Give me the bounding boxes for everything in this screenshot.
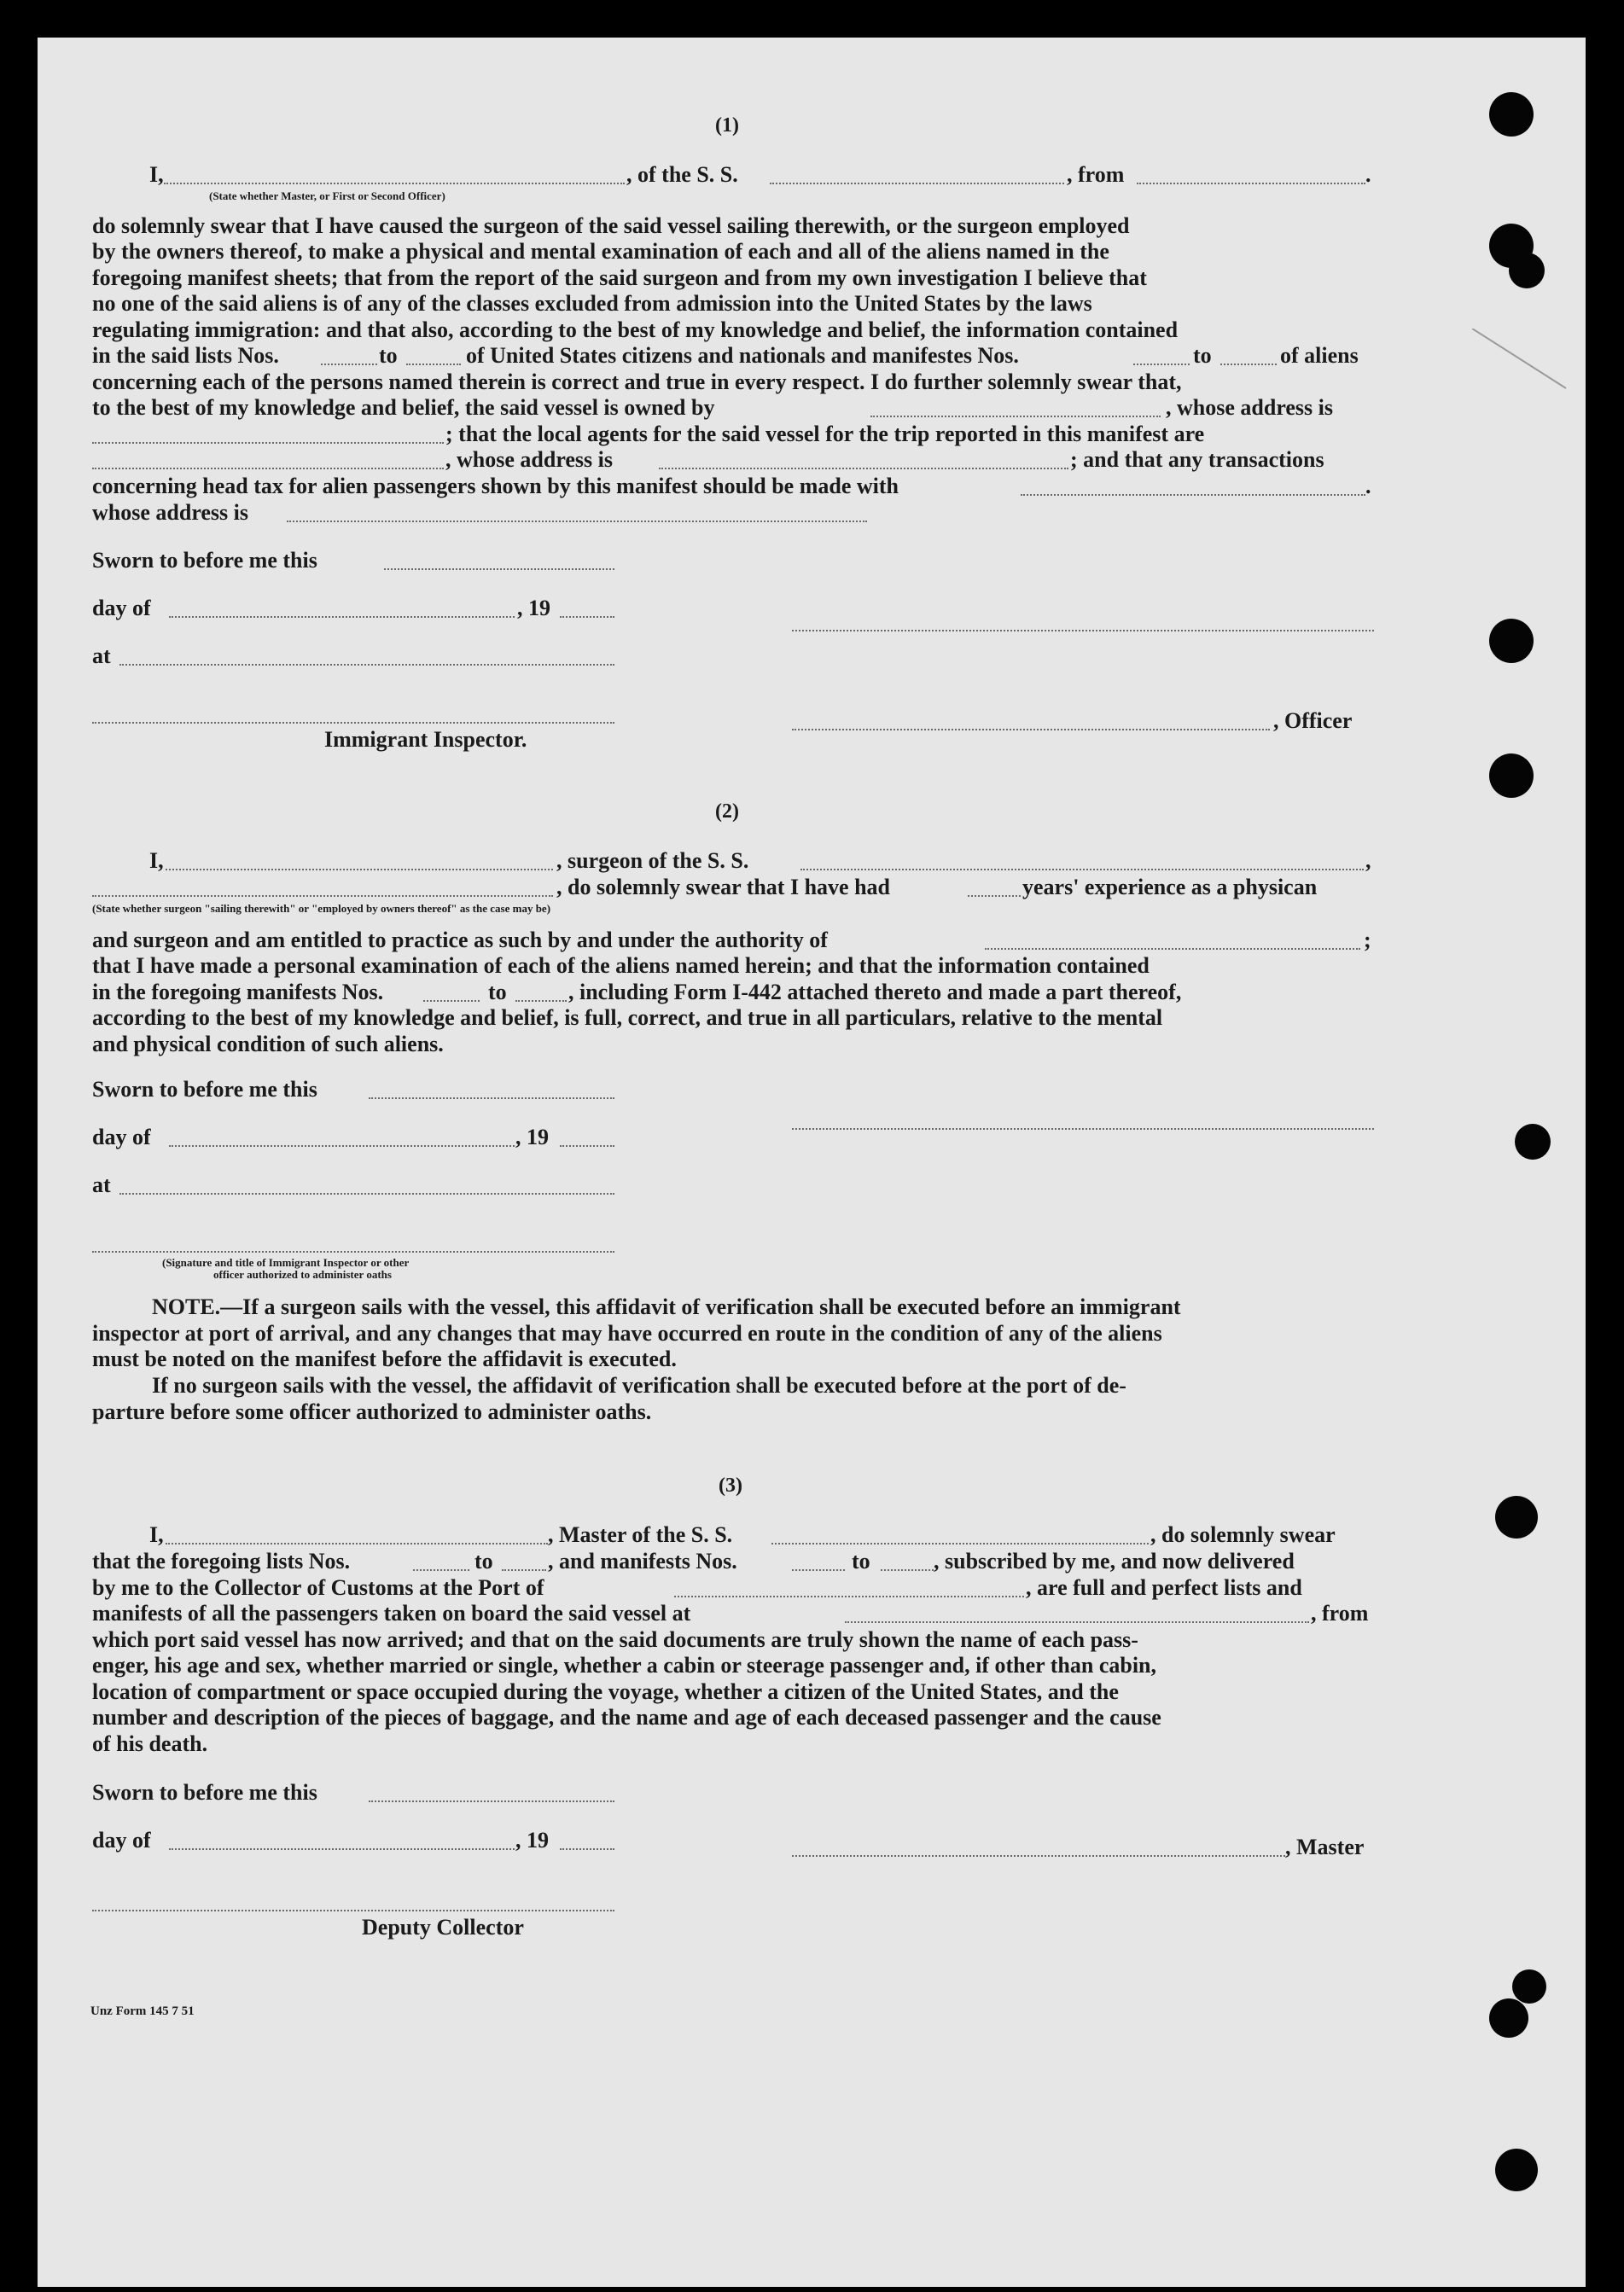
oath-line: , subscribed by me, and now delivered [934, 1549, 1295, 1574]
label-of-ss: , of the S. S. [626, 162, 738, 187]
agents-address-field[interactable] [659, 468, 1068, 469]
day-of-label: day of [92, 596, 151, 620]
surgeon-signature-line[interactable] [792, 1128, 1374, 1130]
oath-line: , and manifests Nos. [548, 1549, 737, 1574]
oath-line: years' experience as a physican [1022, 875, 1318, 899]
label-to: to [379, 343, 398, 368]
label-master-of: , Master of the S. S. [548, 1522, 733, 1547]
owner-field[interactable] [870, 416, 1161, 417]
surgeon-capacity-field[interactable] [92, 895, 553, 897]
oath-line: to the best of my knowledge and belief, the said vessel is owned by [92, 395, 715, 420]
oath-line: number and description of the pieces of baggage, and the name and age of each deceased passenger and the cause [92, 1705, 1161, 1730]
agents-field[interactable] [92, 468, 444, 469]
lists-to-field[interactable] [502, 1569, 546, 1571]
sworn-label: Sworn to before me this [92, 548, 317, 573]
oath-line: and surgeon and am entitled to practice as such by and under the authority of [92, 928, 828, 952]
from-port-field[interactable] [1137, 183, 1365, 184]
oath-line: foregoing manifest sheets; that from the report of the said surgeon and from my own investigation I believe that [92, 265, 1147, 290]
surgeon-vessel-field[interactable] [800, 869, 1364, 870]
master-label: , Master [1285, 1835, 1365, 1859]
master-name-field[interactable] [166, 1543, 548, 1544]
period: . [1365, 162, 1371, 187]
sworn-date-field[interactable] [369, 1097, 614, 1099]
master-vessel-field[interactable] [771, 1543, 1149, 1544]
oath-line: concerning head tax for alien passengers shown by this manifest should be made with [92, 474, 899, 498]
year-field[interactable] [560, 616, 614, 618]
oath-line: which port said vessel has now arrived; and that on the said documents are truly shown the name of each pass- [92, 1627, 1138, 1652]
oath-line: regulating immigration: and that also, according to the best of my knowledge and belief, the information contained [92, 317, 1179, 342]
section-3-heading: (3) [719, 1475, 742, 1497]
oath-line: of United States citizens and nationals and manifestes Nos. [466, 343, 1019, 368]
owner-address-field[interactable] [92, 442, 444, 444]
oath-line: , do solemnly swear that I have had [556, 875, 891, 899]
day-of-field[interactable] [169, 1848, 515, 1850]
surgeon-manifest-to-field[interactable] [515, 1000, 567, 1002]
label-to: to [488, 980, 507, 1004]
lists-to-field[interactable] [406, 364, 461, 365]
signature-note: (Signature and title of Immigrant Inspector or other [162, 1256, 410, 1269]
section-1-heading: (1) [715, 114, 739, 137]
oath-line: ; that the local agents for the said vessel for the trip reported in this manifest are [445, 422, 1205, 446]
inspector-signature-line[interactable] [92, 722, 614, 724]
year-label: , 19 [517, 596, 550, 620]
day-of-field[interactable] [169, 616, 515, 618]
officer-signature-line-2[interactable] [792, 729, 1270, 730]
label-i: I, [149, 1522, 164, 1547]
label-of-aliens: of aliens [1280, 343, 1359, 368]
capacity-note: (State whether surgeon "sailing therewith" or "employed by owners thereof" as the case may be) [92, 902, 551, 915]
punch-hole [1489, 753, 1534, 798]
semicolon: ; [1364, 928, 1371, 952]
oath-line: according to the best of my knowledge and belief, is full, correct, and true in all particulars, relative to the mental [92, 1005, 1163, 1030]
punch-hole [1495, 1496, 1538, 1539]
inspector-label: Immigrant Inspector. [324, 727, 527, 752]
vessel-name-field[interactable] [770, 183, 1064, 184]
authority-field[interactable] [985, 948, 1360, 950]
note-line: inspector at port of arrival, and any changes that may have occurred en route in the condition of any of the aliens [92, 1321, 1162, 1346]
label-surgeon-of: , surgeon of the S. S. [556, 848, 749, 873]
comma: , [1365, 848, 1371, 873]
period: . [1365, 474, 1371, 498]
section-2-heading: (2) [715, 800, 739, 823]
sworn-date-field[interactable] [384, 568, 614, 570]
day-of-label: day of [92, 1125, 151, 1149]
at-field[interactable] [119, 1193, 614, 1195]
year-label: , 19 [515, 1828, 549, 1853]
at-label: at [92, 643, 111, 668]
label-i: I, [149, 848, 164, 873]
oath-line: concerning each of the persons named therein is correct and true in every respect. I do further solemnly swear that, [92, 369, 1182, 394]
manifests-from-field[interactable] [792, 1569, 845, 1571]
label-to: to [474, 1549, 493, 1574]
oath-line: that the foregoing lists Nos. [92, 1549, 351, 1574]
year-label: , 19 [515, 1125, 549, 1149]
deputy-collector-label: Deputy Collector [362, 1915, 524, 1940]
punch-hole [1515, 1124, 1551, 1160]
punch-hole [1489, 619, 1534, 663]
officer-signature-line-1[interactable] [792, 630, 1374, 631]
year-field[interactable] [560, 1848, 614, 1850]
oath-line: whose address is [92, 500, 249, 525]
oath-line: in the said lists Nos. [92, 343, 279, 368]
scan-mark [1472, 329, 1575, 397]
oath-line: in the foregoing manifests Nos. [92, 980, 384, 1004]
oath-line: , are full and perfect lists and [1026, 1575, 1302, 1600]
label-to: to [852, 1549, 870, 1574]
years-experience-field[interactable] [968, 895, 1021, 897]
label-to: to [1193, 343, 1212, 368]
head-tax-contact-field[interactable] [1021, 494, 1365, 496]
punch-hole [1509, 253, 1545, 288]
sworn-date-field[interactable] [369, 1800, 614, 1802]
sworn-label: Sworn to before me this [92, 1780, 317, 1805]
at-field[interactable] [119, 664, 614, 666]
master-signature-line[interactable] [792, 1855, 1285, 1857]
punch-hole [1495, 2149, 1538, 2191]
oath-line: and physical condition of such aliens. [92, 1032, 444, 1056]
day-of-label: day of [92, 1828, 151, 1853]
oath-line: , including Form I-442 attached thereto and made a part thereof, [568, 980, 1182, 1004]
oath-line: of his death. [92, 1731, 208, 1756]
note-line: If no surgeon sails with the vessel, the affidavit of verification shall be executed before at the port of de- [152, 1373, 1126, 1398]
oath-line: manifests of all the passengers taken on board the said vessel at [92, 1601, 691, 1626]
signature-note: officer authorized to administer oaths [213, 1268, 392, 1281]
day-of-field[interactable] [169, 1145, 515, 1147]
master-name-field[interactable] [164, 183, 625, 184]
note-line: NOTE.—If a surgeon sails with the vessel, this affidavit of verification shall be executed before an immigrant [152, 1294, 1181, 1319]
year-field[interactable] [560, 1145, 614, 1147]
form-id: Unz Form 145 7 51 [90, 2004, 195, 2018]
label-from: , from [1067, 162, 1125, 187]
punch-hole [1489, 1998, 1528, 2038]
manifests-to-field[interactable] [1220, 364, 1277, 365]
oath-line: no one of the said aliens is of any of the classes excluded from admission into the United States by the laws [92, 291, 1092, 316]
punch-hole [1512, 1969, 1546, 2004]
surgeon-name-field[interactable] [166, 869, 553, 870]
manifests-from-field[interactable] [1133, 364, 1190, 365]
officer-label: , Officer [1273, 708, 1353, 733]
label-whose-address: , whose address is [1166, 395, 1334, 420]
oath-line: by the owners thereof, to make a physical and mental examination of each and all of the aliens named in the [92, 239, 1109, 264]
oath-line: by me to the Collector of Customs at the Port of [92, 1575, 544, 1600]
manifests-to-field[interactable] [881, 1569, 934, 1571]
oath-line: , do solemnly swear [1150, 1522, 1336, 1547]
oath-line: location of compartment or space occupied during the voyage, whether a citizen of the United States, and the [92, 1679, 1119, 1704]
punch-hole [1489, 92, 1534, 137]
label-whose-address: , whose address is [445, 447, 614, 472]
lists-from-field[interactable] [321, 364, 377, 365]
port-field[interactable] [674, 1596, 1024, 1597]
oath-line: ; and that any transactions [1070, 447, 1324, 472]
note-line: parture before some officer authorized to administer oaths. [92, 1399, 652, 1424]
lists-from-field[interactable] [413, 1569, 469, 1571]
oath-line: , from [1311, 1601, 1369, 1626]
oath-line: do solemnly swear that I have caused the surgeon of the said vessel sailing therewith, or the surgeon employed [92, 213, 1130, 238]
oath-line: enger, his age and sex, whether married or single, whether a cabin or steerage passenger and, if other than cabin, [92, 1653, 1157, 1678]
deputy-collector-signature-line[interactable] [92, 1910, 614, 1911]
authorized-officer-signature-line[interactable] [92, 1251, 614, 1253]
role-note: (State whether Master, or First or Second Officer) [209, 189, 445, 202]
label-i: I, [149, 162, 164, 187]
embarkation-port-field[interactable] [845, 1621, 1309, 1623]
at-label: at [92, 1172, 111, 1197]
sworn-label: Sworn to before me this [92, 1077, 317, 1102]
surgeon-manifest-from-field[interactable] [423, 1000, 480, 1002]
note-line: must be noted on the manifest before the affidavit is executed. [92, 1347, 677, 1371]
head-tax-address-field[interactable] [287, 521, 867, 522]
oath-line: that I have made a personal examination of each of the aliens named herein; and that the information contained [92, 953, 1150, 978]
